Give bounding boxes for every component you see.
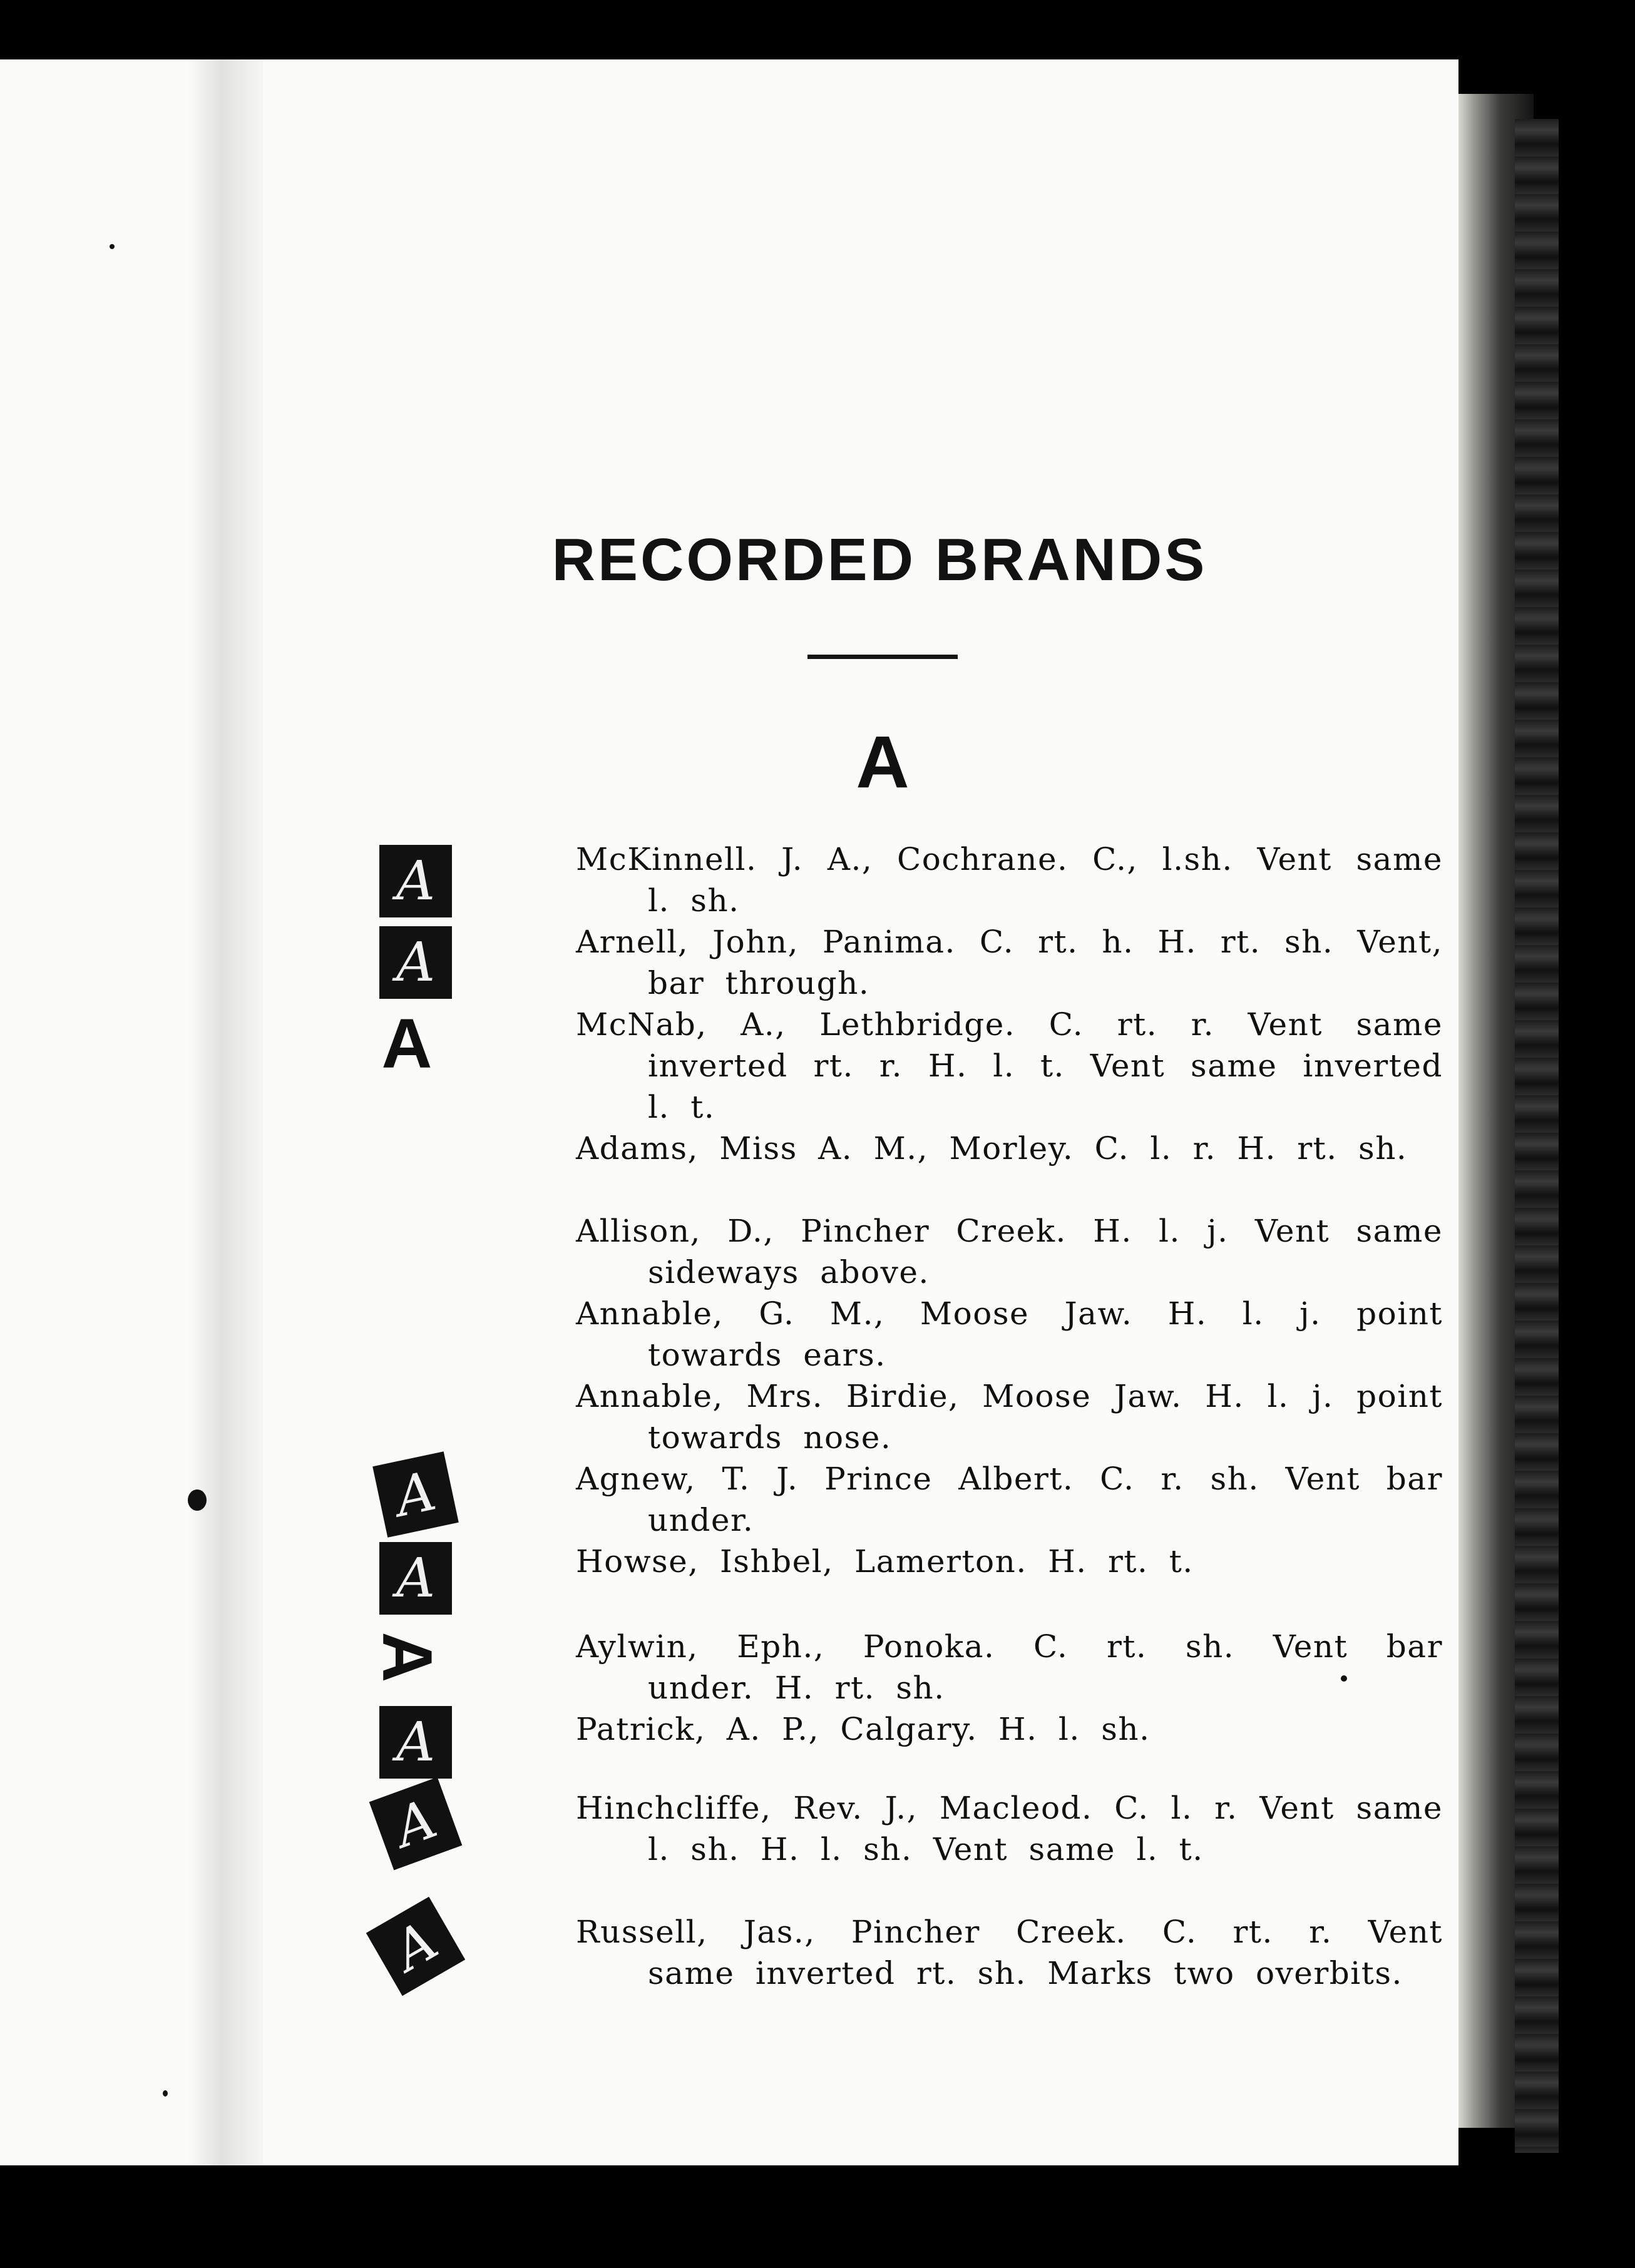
brand-entry: McKinnell. J. A., Cochrane. C., l.sh. Vent same l. sh.	[576, 841, 1443, 919]
ink-speck	[110, 244, 115, 249]
book-cover-edge	[1515, 119, 1559, 2153]
section-letter-heading: A	[856, 721, 910, 804]
ink-speck	[163, 2090, 168, 2097]
brand-entry: Agnew, T. J. Prince Albert. C. r. sh. Vent bar under.	[576, 1461, 1443, 1538]
brand-a-script-icon	[379, 1542, 452, 1615]
brand-entry: Howse, Ishbel, Lamerton. H. rt. t.	[576, 1543, 1194, 1580]
brand-entry: Annable, G. M., Moose Jaw. H. l. j. point towards ears.	[576, 1295, 1443, 1373]
brand-glyph: A	[368, 1632, 446, 1683]
brand-glyph: A	[396, 931, 436, 994]
brand-glyph: A	[396, 1547, 436, 1610]
brand-glyph: A	[396, 850, 436, 912]
ink-speck	[1341, 1675, 1347, 1682]
brand-entry: Aylwin, Eph., Ponoka. C. rt. sh. Vent bar under. H. rt. sh.	[576, 1628, 1443, 1706]
brand-entry: Hinchcliffe, Rev. J., Macleod. C. l. r. Vent same l. sh. H. l. sh. Vent same l. t.	[576, 1790, 1443, 1867]
brand-entry: McNab, A., Lethbridge. C. rt. r. Vent same inverted rt. r. H. l. t. Vent same inverted l. t.	[576, 1006, 1443, 1125]
brand-entry: Annable, Mrs. Birdie, Moose Jaw. H. l. j. point towards nose.	[576, 1378, 1443, 1456]
brand-a-sideways-icon	[368, 1621, 446, 1693]
page-title: RECORDED BRANDS	[551, 526, 1207, 593]
brand-a-running-icon	[372, 1451, 459, 1538]
brand-glyph: A	[386, 1787, 445, 1860]
brand-a-script-icon	[379, 845, 452, 917]
brand-a-script-icon	[379, 926, 452, 999]
brand-glyph: A	[396, 1711, 436, 1774]
ink-speck	[188, 1489, 207, 1511]
brand-a-plain-icon	[371, 1004, 443, 1083]
brand-entry: Allison, D., Pincher Creek. H. l. j. Vent same sideways above.	[576, 1213, 1443, 1290]
brand-a-flourish-icon	[379, 1706, 452, 1779]
brand-glyph: A	[390, 1459, 441, 1530]
brand-entry: Arnell, John, Panima. C. rt. h. H. rt. sh. Vent, bar through.	[576, 924, 1443, 1001]
brand-glyph: A	[381, 1004, 433, 1083]
brand-entry: Adams, Miss A. M., Morley. C. l. r. H. rt. sh.	[576, 1130, 1408, 1167]
brand-entry: Russell, Jas., Pincher Creek. C. rt. r. Vent same inverted rt. sh. Marks two overbits.	[576, 1914, 1443, 1991]
brand-entry: Patrick, A. P., Calgary. H. l. sh.	[576, 1711, 1151, 1747]
page-gutter-shadow	[188, 59, 263, 2165]
title-divider	[807, 655, 958, 659]
brand-glyph: A	[383, 1909, 448, 1983]
